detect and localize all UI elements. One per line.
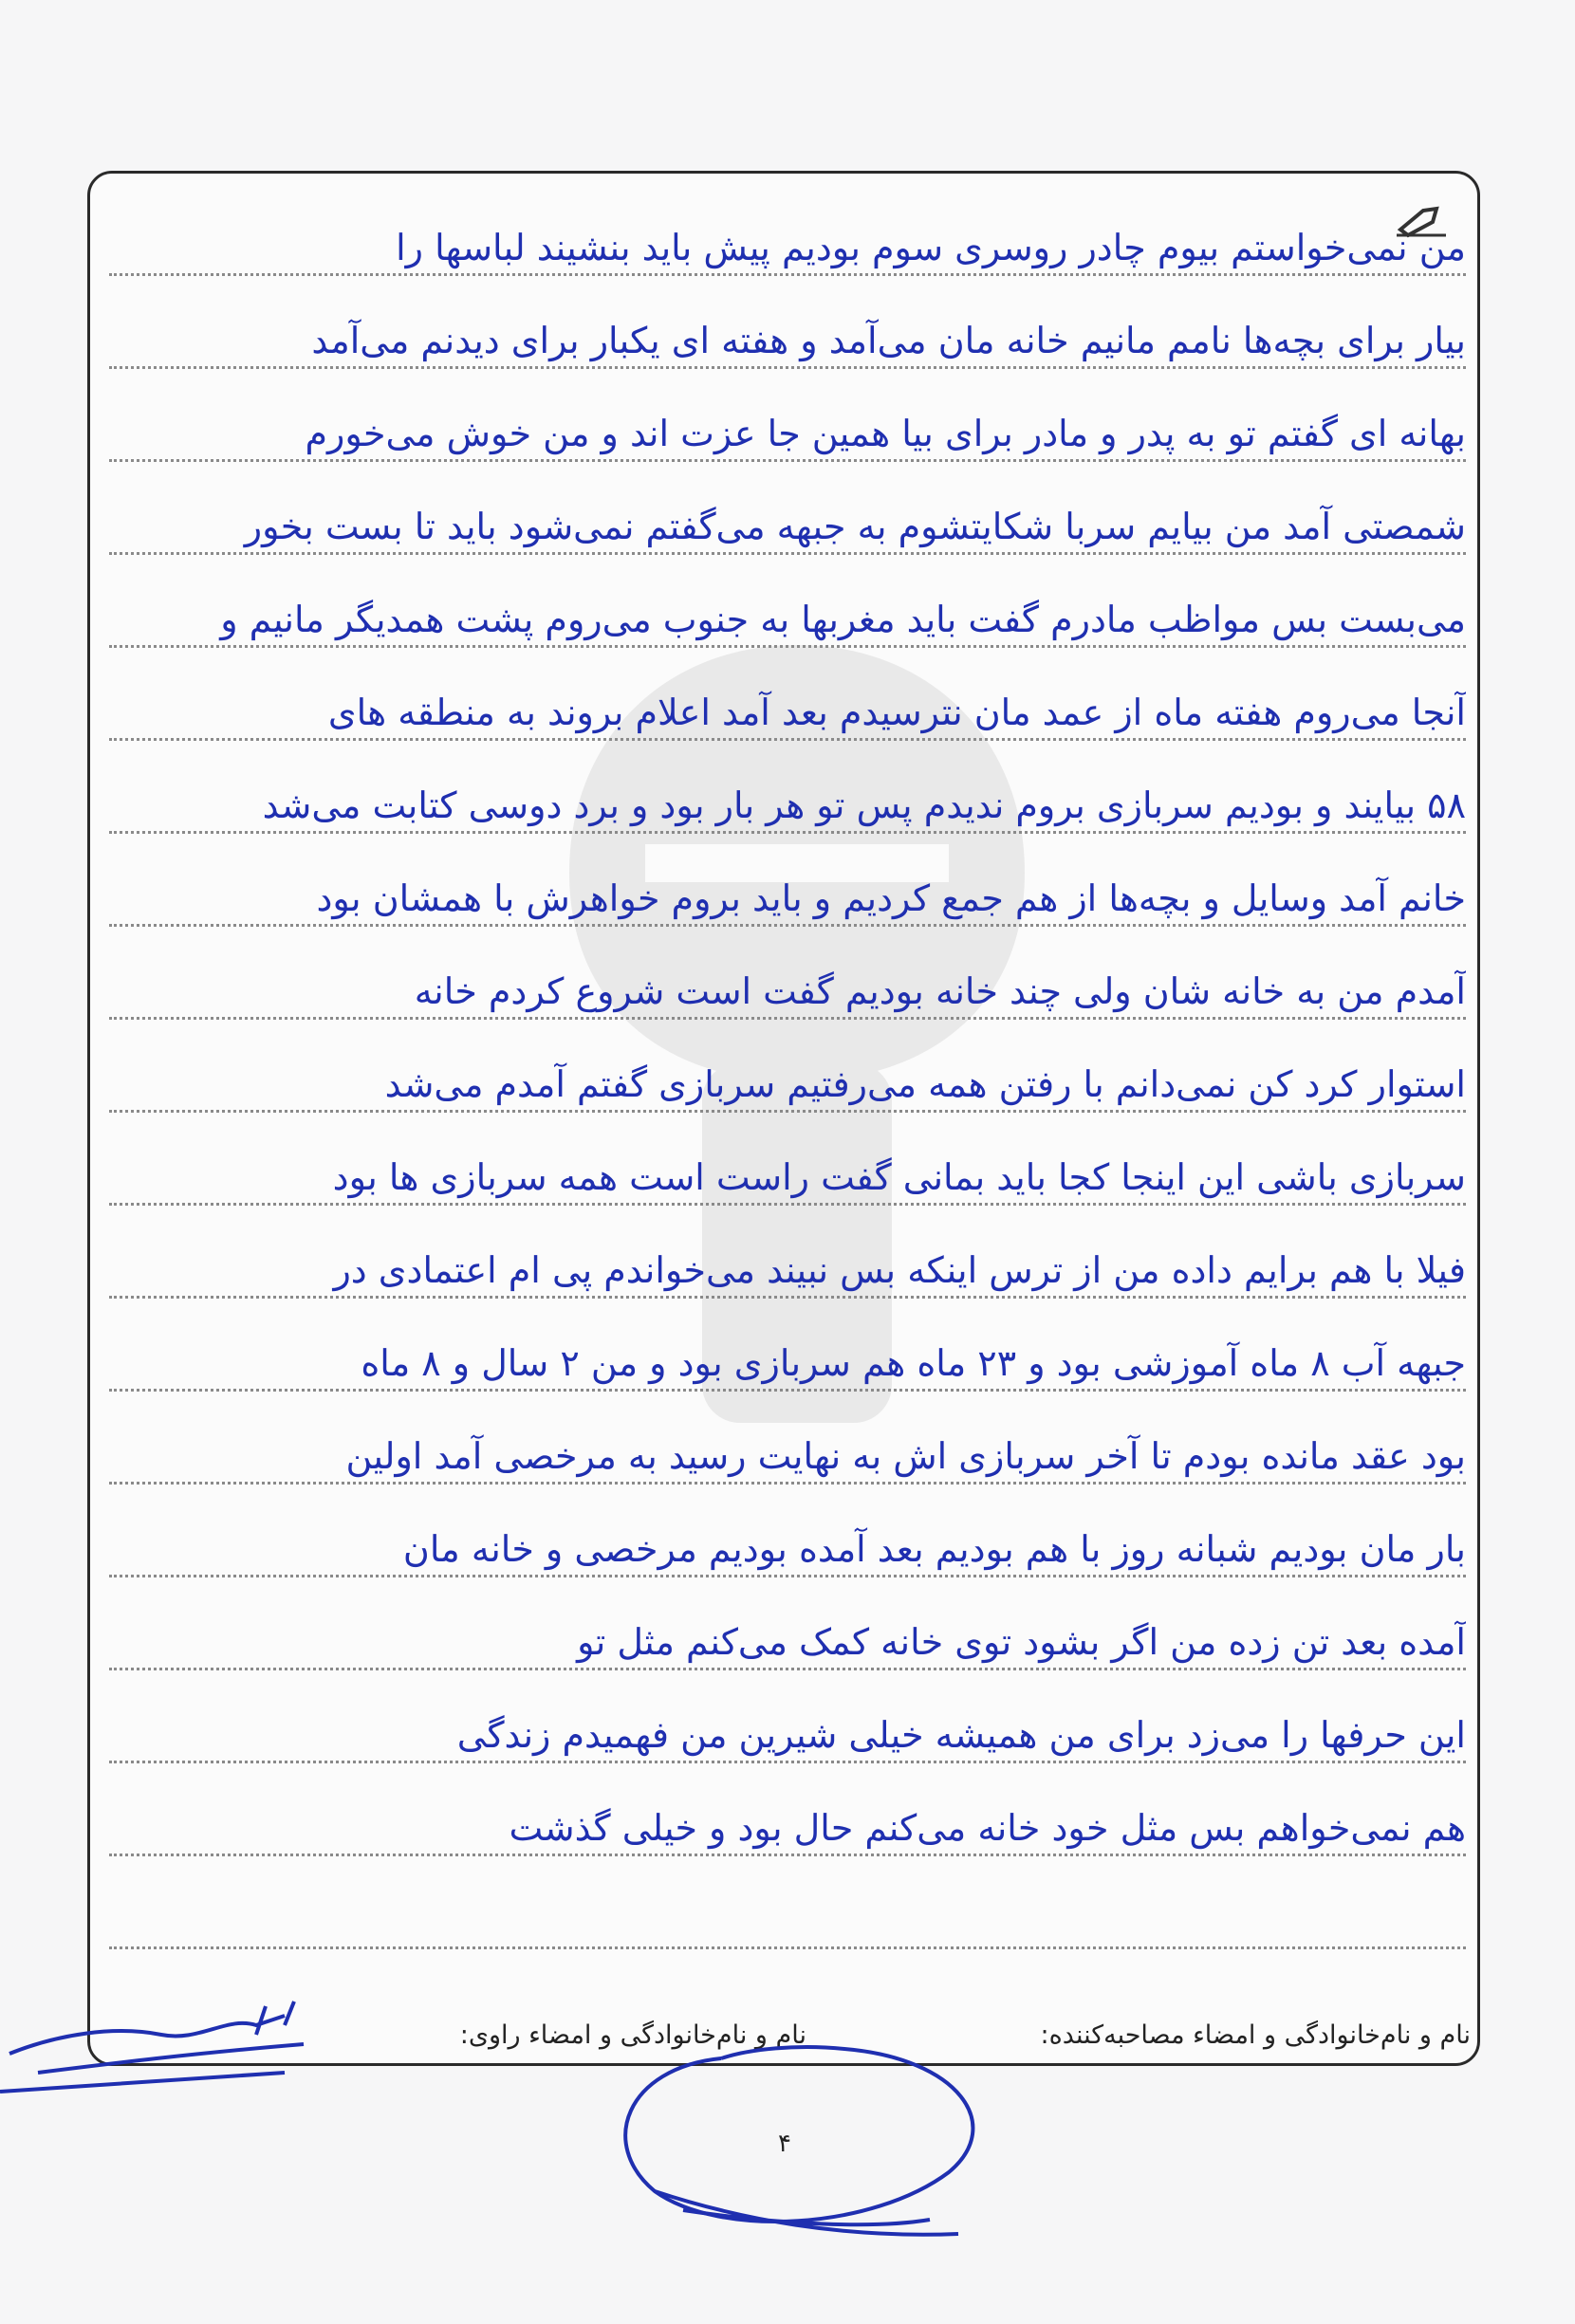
handwritten-line: ۵۸ بیایند و بودیم سربازی بروم ندیدم پس تو هر بار بود و برد دوسی کتابت می‌شد — [262, 784, 1466, 826]
handwritten-line: بود عقد مانده بودم تا آخر سربازی اش به نهایت رسید به مرخصی آمد اولین — [345, 1435, 1466, 1477]
handwritten-line: آنجا می‌روم هفته ماه از عمد مان نترسیدم بعد آمد اعلام بروند به منطقه های — [327, 692, 1466, 733]
handwritten-line: فیلا با هم برایم داده من از ترس اینکه بس نبیند می‌خواندم پی ام اعتمادی در — [333, 1249, 1466, 1291]
handwritten-line: می‌بست بس مواظب مادرم گفت باید مغربها به جنوب می‌روم پشت همدیگر مانیم و — [220, 599, 1466, 640]
handwritten-line: جبهه آب ۸ ماه آموزشی بود و ۲۳ ماه هم سربازی بود و من ۲ سال و ۸ ماه — [361, 1342, 1466, 1384]
handwritten-line: شمصتی آمد من بیایم سربا شکایتشوم به جبهه می‌گفتم نمی‌شود باید تا بست بخور — [244, 506, 1466, 547]
interviewer-signature-label: نام و نام‌خانوادگی و امضاء مصاحبه‌کننده: — [1040, 2020, 1471, 2050]
handwritten-line: آمده بعد تن زده من اگر بشود توی خانه کمک می‌کنم مثل تو — [577, 1621, 1466, 1663]
handwritten-line: هم نمی‌خواهم بس مثل خود خانه می‌کنم حال بود و خیلی گذشت — [509, 1807, 1466, 1849]
page-number: ۴ — [778, 2130, 791, 2158]
handwritten-line: آمدم من به خانه شان ولی چند خانه بودیم گفت است شروع کردم خانه — [414, 970, 1466, 1012]
ruled-line — [109, 1946, 1466, 1949]
handwritten-line: بار مان بودیم شبانه روز با هم بودیم بعد آمده بودیم مرخصی و خانه مان — [402, 1528, 1466, 1570]
handwritten-line: خانم آمد وسایل و بچه‌ها از هم جمع کردیم و باید بروم خواهرش با همشان بود — [316, 877, 1466, 919]
handwritten-line: این حرفها را می‌زد برای من همیشه خیلی شیرین من فهمیدم زندگی — [456, 1714, 1466, 1756]
narrator-signature-label: نام و نام‌خانوادگی و امضاء راوی: — [459, 2020, 806, 2050]
handwritten-line: استوار کرد کن نمی‌دانم با رفتن همه می‌رفتیم سربازی گفتم آمدم می‌شد — [384, 1063, 1466, 1105]
interviewer-signature — [531, 2030, 1063, 2248]
handwritten-line: بیار برای بچه‌ها نامم مانیم خانه مان می‌آمد و هفته ای یکبار برای دیدنم می‌آمد — [311, 320, 1466, 361]
handwritten-line: من نمی‌خواستم بیوم چادر روسری سوم بودیم پیش باید بنشیند لباسها را — [396, 227, 1466, 268]
handwritten-line: بهانه ای گفتم تو به پدر و مادر برای بیا همین جا عزت اند و من خوش می‌خورم — [305, 413, 1466, 454]
narrator-signature — [0, 1997, 323, 2111]
handwritten-line: سربازی باشی این اینجا کجا باید بمانی گفت راست است همه سربازی ها بود — [332, 1156, 1466, 1198]
